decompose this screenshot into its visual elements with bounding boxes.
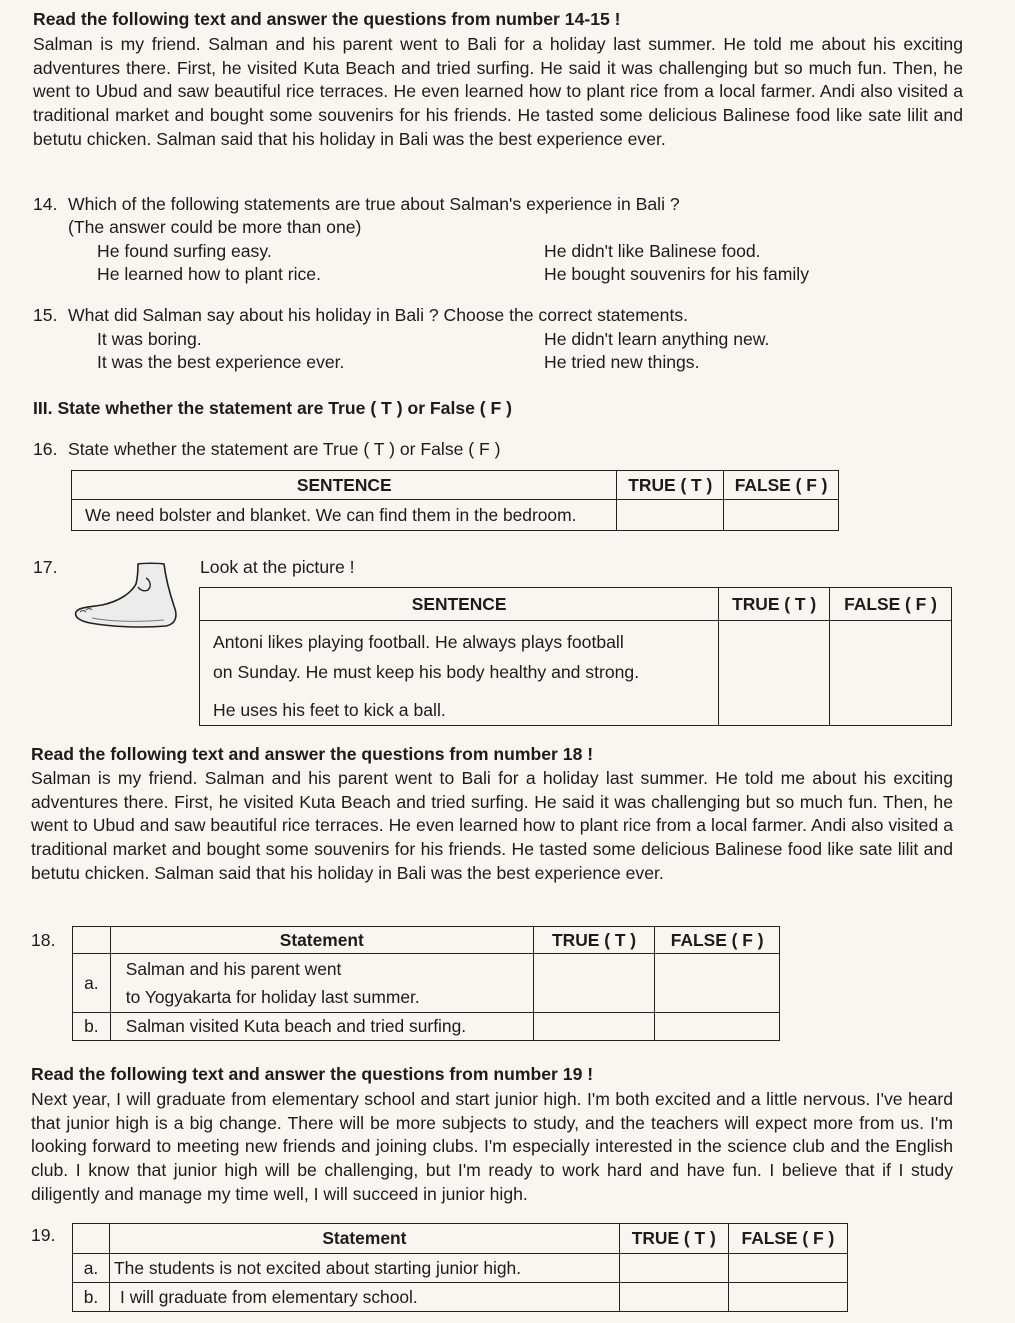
table-19-row-a-false-cell[interactable]: [728, 1254, 847, 1283]
option-15-b[interactable]: He didn't learn anything new.: [544, 329, 770, 349]
question-15-text: What did Salman say about his holiday in Bali ? Choose the correct statements.: [68, 305, 689, 325]
option-14-b[interactable]: He didn't like Balinese food.: [544, 241, 761, 261]
table-18-row-b-text: Salman visited Kuta beach and tried surfing.: [110, 1013, 533, 1041]
table-19-row-a-label: a.: [73, 1254, 110, 1283]
table-18-row-a-line-2: to Yogyakarta for holiday last summer.: [125, 987, 420, 1007]
table-18-row-b-true-cell[interactable]: [533, 1013, 655, 1041]
table-16-false-cell[interactable]: [724, 500, 839, 531]
table-19: [72, 1223, 848, 1312]
section-heading-14-15: Read the following text and answer the questions from number 14-15 !: [33, 9, 621, 29]
table-18-header-false: FALSE ( F ): [655, 927, 780, 954]
table-19-row-b-true-cell[interactable]: [619, 1283, 728, 1312]
passage-junior-high: Next year, I will graduate from elementary school and start junior high. I'm both excited and a little nervous. I've heard that junior high is a big change. There will be more subjects to study, and the teachers will expect more from us. I'm looking forward to meeting new friends and joining clubs. I'm especially interested in the science club and the English club. I know that junior high will be challenging, but I'm ready to work hard and have fun. I believe that if I study diligently and manage my time well, I will succeed in junior high.: [31, 1089, 953, 1204]
table-18: [72, 926, 780, 1041]
table-16-true-cell[interactable]: [617, 500, 724, 531]
table-17: [199, 587, 952, 726]
table-17-header-false: FALSE ( F ): [830, 588, 952, 621]
table-18-row-a-true-cell[interactable]: [533, 954, 655, 1013]
table-16-header-false: FALSE ( F ): [724, 471, 839, 500]
table-17-line-1: Antoni likes playing football. He always plays football: [213, 632, 624, 652]
question-14-note: (The answer could be more than one): [68, 217, 362, 237]
table-16-header-sentence: SENTENCE: [72, 471, 617, 500]
option-14-a[interactable]: He found surfing easy.: [97, 241, 272, 261]
foot-picture: [72, 560, 182, 632]
table-19-header-true: TRUE ( T ): [619, 1224, 728, 1254]
table-16-sentence: We need bolster and blanket. We can find them in the bedroom.: [72, 500, 617, 531]
table-19-row-b-text: I will graduate from elementary school.: [110, 1283, 620, 1312]
section-heading-18: Read the following text and answer the questions from number 18 !: [31, 744, 594, 764]
option-15-c[interactable]: It was the best experience ever.: [97, 352, 345, 372]
question-number-17: 17.: [33, 557, 58, 577]
table-18-header-true: TRUE ( T ): [533, 927, 655, 954]
section-heading-19: Read the following text and answer the questions from number 19 !: [31, 1064, 594, 1084]
table-17-header-sentence: SENTENCE: [200, 588, 719, 621]
table-19-row-b-label: b.: [73, 1283, 110, 1312]
table-16: [71, 470, 839, 531]
question-number-15: 15.: [33, 305, 58, 325]
table-17-line-3: He uses his feet to kick a ball.: [213, 700, 446, 720]
question-number-19: 19.: [31, 1225, 56, 1245]
table-19-row-a-true-cell[interactable]: [619, 1254, 728, 1283]
table-19-row-a-text: The students is not excited about starting junior high.: [110, 1254, 620, 1283]
passage-salman-2: Salman is my friend. Salman and his parent went to Bali for a holiday last summer. He told me about his exciting adventures there. First, he visited Kuta Beach and tried surfing. He said it was challenging but so much fun. Then, he went to Ubud and saw beautiful rice terraces. He even learned how to plant rice from a local farmer. Andi also visited a traditional market and bought some souvenirs for his friends. He tasted some delicious Balinese food like sate lilit and betutu chicken. Salman said that his holiday in Bali was the best experience ever.: [31, 768, 953, 883]
option-15-a[interactable]: It was boring.: [97, 329, 202, 349]
option-14-d[interactable]: He bought souvenirs for his family: [544, 264, 810, 284]
table-16-header-true: TRUE ( T ): [617, 471, 724, 500]
question-number-18: 18.: [31, 930, 56, 950]
passage-salman: Salman is my friend. Salman and his parent went to Bali for a holiday last summer. He told me about his exciting adventures there. First, he visited Kuta Beach and tried surfing. He said it was challenging but so much fun. Then, he went to Ubud and saw beautiful rice terraces. He even learned how to plant rice from a local farmer. Andi also visited a traditional market and bought some souvenirs for his friends. He tasted some delicious Balinese food like sate lilit and betutu chicken. Salman said that his holiday in Bali was the best experience ever.: [33, 34, 963, 149]
table-18-row-b-label: b.: [73, 1013, 111, 1041]
table-18-row-a-false-cell[interactable]: [655, 954, 780, 1013]
question-17-prompt: Look at the picture !: [200, 557, 355, 577]
question-number-16: 16.: [33, 439, 58, 459]
table-17-true-cell[interactable]: [719, 621, 830, 726]
question-number-14: 14.: [33, 194, 58, 214]
table-19-row-b-false-cell[interactable]: [728, 1283, 847, 1312]
option-15-d[interactable]: He tried new things.: [544, 352, 700, 372]
table-17-line-2: on Sunday. He must keep his body healthy and strong.: [213, 662, 640, 682]
table-17-header-true: TRUE ( T ): [719, 588, 830, 621]
question-16-text: State whether the statement are True ( T ) or False ( F ): [68, 439, 501, 459]
table-17-false-cell[interactable]: [830, 621, 952, 726]
question-14-text: Which of the following statements are true about Salman's experience in Bali ?: [68, 194, 680, 214]
option-14-c[interactable]: He learned how to plant rice.: [97, 264, 321, 284]
section-iii-heading: III. State whether the statement are True ( T ) or False ( F ): [33, 398, 513, 418]
table-19-header-statement: Statement: [110, 1224, 620, 1254]
table-18-header-statement: Statement: [110, 927, 533, 954]
table-18-row-a-label: a.: [73, 954, 111, 1013]
table-19-header-false: FALSE ( F ): [728, 1224, 847, 1254]
foot-icon: [72, 560, 182, 632]
table-18-row-a-line-1: Salman and his parent went: [125, 959, 342, 979]
table-18-row-b-false-cell[interactable]: [655, 1013, 780, 1041]
